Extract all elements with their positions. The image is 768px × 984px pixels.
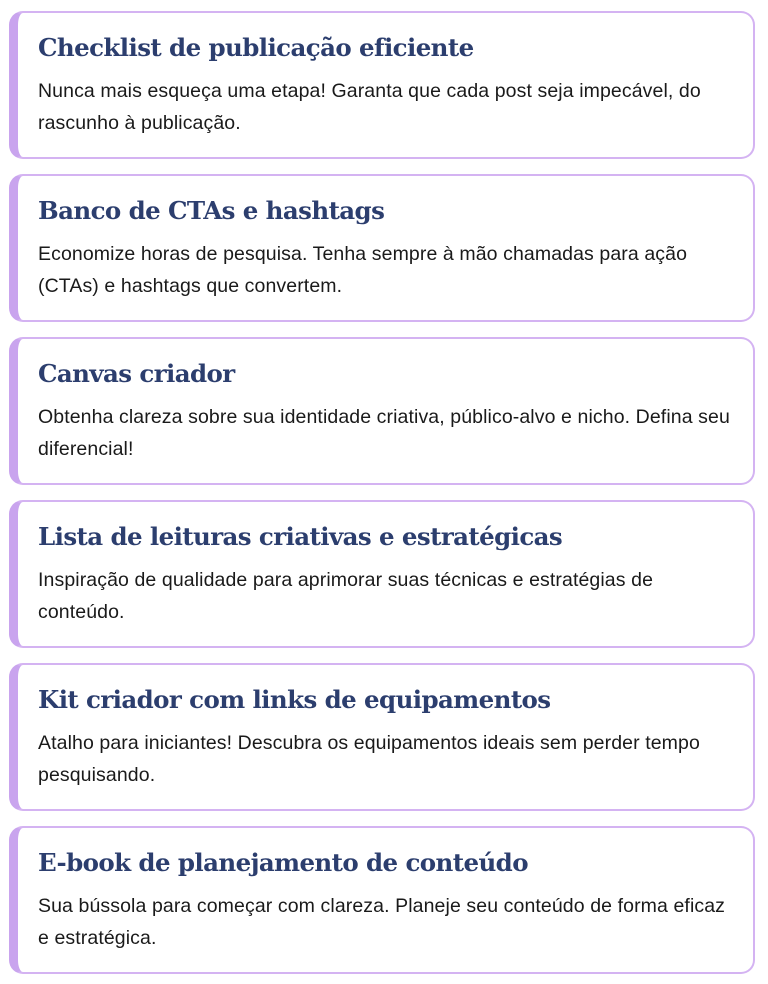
card-description: Sua bússola para começar com clareza. Planeje seu conteúdo de forma eficaz e estratégica. <box>38 895 726 949</box>
card-title: E-book de planejamento de conteúdo <box>38 848 528 877</box>
card-title: Kit criador com links de equipamentos <box>38 685 551 714</box>
card-lista-leituras <box>9 500 755 648</box>
card-ctas-hashtags <box>9 174 755 322</box>
card-description: Inspiração de qualidade para aprimorar suas técnicas e estratégias de conteúdo. <box>38 569 654 623</box>
card-ebook-planejamento <box>9 826 755 974</box>
card-title: Checklist de publicação eficiente <box>38 33 474 62</box>
card-checklist <box>9 11 755 159</box>
card-title: Canvas criador <box>38 359 235 388</box>
card-canvas-criador <box>9 337 755 485</box>
card-description: Atalho para iniciantes! Descubra os equipamentos ideais sem perder tempo pesquisando. <box>38 732 700 786</box>
card-title: Lista de leituras criativas e estratégicas <box>38 522 563 551</box>
card-kit-criador <box>9 663 755 811</box>
card-description: Nunca mais esqueça uma etapa! Garanta que cada post seja impecável, do rascunho à publicação. <box>38 80 701 134</box>
card-title: Banco de CTAs e hashtags <box>38 196 385 225</box>
card-description: Economize horas de pesquisa. Tenha sempre à mão chamadas para ação (CTAs) e hashtags que convertem. <box>38 243 688 297</box>
card-description: Obtenha clareza sobre sua identidade criativa, público-alvo e nicho. Defina seu diferencial! <box>38 406 730 460</box>
resource-list <box>9 11 755 974</box>
